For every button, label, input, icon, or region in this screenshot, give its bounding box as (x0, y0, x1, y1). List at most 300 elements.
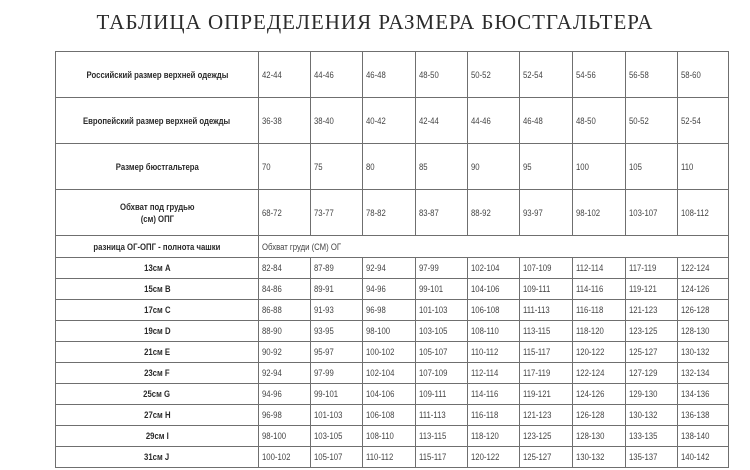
cell-value: 104-106 (471, 284, 500, 294)
table-row (56, 190, 729, 236)
cup-header-label (56, 236, 259, 258)
table-cell (311, 342, 363, 363)
row-label-text: разница ОГ-ОПГ - полнота чашки (93, 241, 221, 252)
cell-value: 132-134 (681, 368, 710, 378)
table-cell (311, 363, 363, 384)
row-label-text: 13см А (143, 263, 171, 273)
table-cell (468, 300, 520, 321)
table-cell (520, 405, 573, 426)
cell-value: 54-56 (576, 69, 596, 80)
table-cell (416, 258, 468, 279)
table-cell (363, 342, 416, 363)
cell-value: 104-106 (366, 389, 395, 399)
cell-value: 130-132 (629, 410, 658, 420)
table-cell (311, 52, 363, 98)
cell-value: 92-94 (262, 368, 282, 378)
cell-value: 110-112 (366, 452, 394, 462)
cell-value: 105 (629, 161, 642, 172)
table-cell (520, 52, 573, 98)
table-cell (573, 300, 626, 321)
table-cell (678, 300, 729, 321)
cell-value: 91-93 (314, 305, 334, 315)
page-title: ТАБЛИЦА ОПРЕДЕЛЕНИЯ РАЗМЕРА БЮСТГАЛЬТЕРА (96, 10, 654, 34)
table-cell (363, 321, 416, 342)
cell-value: 133-135 (629, 431, 658, 441)
cell-value: 98-100 (366, 326, 391, 336)
table-cell (259, 363, 311, 384)
cup-label (56, 363, 259, 384)
bust-girth-note (259, 236, 729, 258)
table-cell (626, 384, 678, 405)
table-cell (416, 300, 468, 321)
table-cell (573, 426, 626, 447)
table-cell (468, 405, 520, 426)
cell-value: 105-107 (419, 347, 448, 357)
cell-value: 85 (419, 161, 428, 172)
cell-value: 108-110 (366, 431, 394, 441)
cell-value: 117-119 (629, 263, 657, 273)
cup-label (56, 279, 259, 300)
cell-value: 96-98 (366, 305, 386, 315)
table-cell (259, 300, 311, 321)
table-cell (678, 52, 729, 98)
table-cell (626, 258, 678, 279)
table-cell (520, 384, 573, 405)
table-cell (573, 321, 626, 342)
cell-value: 129-130 (629, 389, 658, 399)
table-cell (678, 405, 729, 426)
cell-value: 93-97 (523, 207, 543, 218)
table-cell (573, 342, 626, 363)
cell-value: 107-109 (523, 263, 552, 273)
table-cell (311, 258, 363, 279)
table-cell (678, 144, 729, 190)
table-cell (468, 426, 520, 447)
cell-value: 94-96 (262, 389, 282, 399)
cell-value: 114-116 (576, 284, 604, 294)
row-label-text: Российский размер верхней одежды (86, 69, 228, 80)
row-label-text: 25см G (143, 389, 171, 399)
table-cell (311, 144, 363, 190)
table-cell (626, 52, 678, 98)
table-cell (626, 426, 678, 447)
row-label-text: Размер бюстгальтера (115, 161, 199, 172)
row-label-text: 31см J (144, 452, 170, 462)
table-cell (363, 405, 416, 426)
cell-value: 46-48 (523, 115, 543, 126)
cup-label (56, 321, 259, 342)
table-cell (259, 279, 311, 300)
table-cell (573, 279, 626, 300)
table-cell (259, 144, 311, 190)
cell-value: 112-114 (471, 368, 499, 378)
table-cell (363, 279, 416, 300)
table-row (56, 258, 729, 279)
table-cell (259, 447, 311, 468)
table-cell (416, 52, 468, 98)
cell-value: 94-96 (366, 284, 386, 294)
cup-label (56, 342, 259, 363)
table-cell (678, 426, 729, 447)
table-cell (520, 279, 573, 300)
table-cell (259, 321, 311, 342)
table-cell (468, 279, 520, 300)
table-cell (311, 190, 363, 236)
cell-value: 115-117 (523, 347, 551, 357)
table-row (56, 144, 729, 190)
row-label-text: 29см I (145, 431, 169, 441)
cell-value: 88-92 (471, 207, 491, 218)
table-cell (520, 190, 573, 236)
table-cell (311, 279, 363, 300)
cell-value: 88-90 (262, 326, 282, 336)
cup-header-row (56, 236, 729, 258)
table-cell (626, 321, 678, 342)
cell-value: 121-123 (523, 410, 552, 420)
cell-value: 44-46 (314, 69, 334, 80)
table-cell (626, 98, 678, 144)
cell-value: 96-98 (262, 410, 282, 420)
cell-value: 113-115 (523, 326, 551, 336)
cup-label (56, 426, 259, 447)
table-cell (311, 447, 363, 468)
cell-value: 90 (471, 161, 480, 172)
table-row (56, 279, 729, 300)
table-cell (520, 258, 573, 279)
table-cell (416, 321, 468, 342)
table-row (56, 342, 729, 363)
table-cell (520, 300, 573, 321)
cell-value: 50-52 (629, 115, 649, 126)
row-label-text: 19см D (143, 326, 171, 336)
table-row (56, 98, 729, 144)
row-label-text: Европейский размер верхней одежды (83, 115, 231, 126)
table-cell (311, 426, 363, 447)
table-cell (363, 300, 416, 321)
table-cell (520, 363, 573, 384)
cell-value: 122-124 (576, 368, 605, 378)
table-cell (259, 190, 311, 236)
cell-value: 120-122 (471, 452, 500, 462)
cell-value: 124-126 (576, 389, 605, 399)
cell-value: 125-127 (523, 452, 552, 462)
cell-value: 128-130 (576, 431, 605, 441)
cell-value: 136-138 (681, 410, 710, 420)
table-row (56, 447, 729, 468)
table-row (56, 363, 729, 384)
table-cell (626, 190, 678, 236)
row-label-text: 27см H (143, 410, 171, 420)
cell-value: 52-54 (523, 69, 543, 80)
table-cell (573, 52, 626, 98)
cell-value: 50-52 (471, 69, 491, 80)
cell-value: 100 (576, 161, 589, 172)
cell-value: 127-129 (629, 368, 658, 378)
cell-value: 75 (314, 161, 323, 172)
cup-label (56, 300, 259, 321)
table-cell (468, 342, 520, 363)
cell-value: 111-113 (419, 410, 446, 420)
cell-value: 119-121 (629, 284, 657, 294)
cell-value: 99-101 (314, 389, 339, 399)
table-cell (468, 363, 520, 384)
cell-value: 83-87 (419, 207, 439, 218)
row-label-text: Обхват под грудью (119, 201, 195, 212)
table-cell (678, 98, 729, 144)
table-cell (311, 300, 363, 321)
cell-value: 135-137 (629, 452, 658, 462)
cell-value: 82-84 (262, 263, 282, 273)
cell-value: 116-118 (576, 305, 604, 315)
table-cell (416, 405, 468, 426)
table-cell (626, 447, 678, 468)
bust-girth-note-text: Обхват груди (СМ) ОГ (262, 241, 342, 252)
cell-value: 52-54 (681, 115, 701, 126)
cell-value: 124-126 (681, 284, 710, 294)
cell-value: 102-104 (366, 368, 395, 378)
cell-value: 97-99 (314, 368, 334, 378)
row-label-text: 23см F (144, 368, 170, 378)
row-label-text: 21см E (144, 347, 170, 357)
cell-value: 102-104 (471, 263, 500, 273)
table-cell (520, 447, 573, 468)
cell-value: 73-77 (314, 207, 334, 218)
table-row (56, 426, 729, 447)
table-cell (678, 447, 729, 468)
cell-value: 95-97 (314, 347, 334, 357)
table-cell (573, 405, 626, 426)
table-cell (363, 447, 416, 468)
table-cell (363, 98, 416, 144)
table-cell (520, 321, 573, 342)
table-cell (259, 342, 311, 363)
table-cell (259, 258, 311, 279)
cell-value: 48-50 (419, 69, 439, 80)
cell-value: 114-116 (471, 389, 499, 399)
table-cell (416, 190, 468, 236)
cell-value: 87-89 (314, 263, 334, 273)
cell-value: 110-112 (471, 347, 499, 357)
cell-value: 68-72 (262, 207, 282, 218)
table-cell (416, 363, 468, 384)
cell-value: 89-91 (314, 284, 334, 294)
cell-value: 125-127 (629, 347, 658, 357)
table-cell (520, 98, 573, 144)
cell-value: 38-40 (314, 115, 334, 126)
cell-value: 116-118 (471, 410, 499, 420)
table-cell (416, 144, 468, 190)
table-cell (416, 98, 468, 144)
cell-value: 115-117 (419, 452, 447, 462)
table-cell (259, 98, 311, 144)
table-cell (416, 384, 468, 405)
table-row (56, 321, 729, 342)
table-cell (573, 98, 626, 144)
cell-value: 70 (262, 161, 271, 172)
cell-value: 112-114 (576, 263, 604, 273)
cell-value: 130-132 (681, 347, 710, 357)
cell-value: 138-140 (681, 431, 710, 441)
cup-label (56, 384, 259, 405)
table-cell (573, 144, 626, 190)
cell-value: 100-102 (262, 452, 291, 462)
row-label-text: 15см В (143, 284, 171, 294)
table-cell (416, 426, 468, 447)
table-cell (678, 190, 729, 236)
cell-value: 92-94 (366, 263, 386, 273)
row-label (56, 190, 259, 236)
cell-value: 103-105 (419, 326, 448, 336)
cell-value: 95 (523, 161, 532, 172)
table-cell (520, 342, 573, 363)
table-cell (626, 363, 678, 384)
cell-value: 126-128 (576, 410, 605, 420)
cell-value: 130-132 (576, 452, 605, 462)
cell-value: 107-109 (419, 368, 448, 378)
table-row (56, 52, 729, 98)
row-label-text: 17см С (143, 305, 171, 315)
cell-value: 42-44 (262, 69, 282, 80)
table-cell (311, 405, 363, 426)
table-cell (573, 447, 626, 468)
table-cell (626, 342, 678, 363)
table-row (56, 384, 729, 405)
cell-value: 117-119 (523, 368, 551, 378)
table-row (56, 300, 729, 321)
cell-value: 98-102 (576, 207, 601, 218)
table-cell (416, 279, 468, 300)
row-label (56, 144, 259, 190)
table-cell (416, 447, 468, 468)
table-cell (468, 321, 520, 342)
table-cell (363, 363, 416, 384)
bra-size-table (55, 51, 729, 468)
cell-value: 134-136 (681, 389, 710, 399)
cell-value: 106-108 (471, 305, 500, 315)
table-cell (259, 52, 311, 98)
cell-value: 120-122 (576, 347, 605, 357)
cell-value: 48-50 (576, 115, 596, 126)
table-cell (678, 279, 729, 300)
cell-value: 103-107 (629, 207, 658, 218)
cell-value: 119-121 (523, 389, 551, 399)
cell-value: 99-101 (419, 284, 444, 294)
row-label (56, 52, 259, 98)
table-cell (678, 321, 729, 342)
row-label-text: (см) ОПГ (140, 213, 174, 224)
table-cell (259, 405, 311, 426)
table-cell (573, 384, 626, 405)
cell-value: 44-46 (471, 115, 491, 126)
cell-value: 90-92 (262, 347, 282, 357)
cell-value: 118-120 (576, 326, 604, 336)
table-cell (626, 279, 678, 300)
table-cell (259, 426, 311, 447)
table-cell (626, 405, 678, 426)
cell-value: 121-123 (629, 305, 658, 315)
cell-value: 98-100 (262, 431, 287, 441)
table-cell (626, 300, 678, 321)
cell-value: 109-111 (523, 284, 551, 294)
table-cell (311, 384, 363, 405)
cell-value: 86-88 (262, 305, 282, 315)
cell-value: 106-108 (366, 410, 395, 420)
cell-value: 118-120 (471, 431, 499, 441)
table-cell (363, 190, 416, 236)
cup-label (56, 447, 259, 468)
cell-value: 40-42 (366, 115, 386, 126)
cell-value: 123-125 (523, 431, 552, 441)
cell-value: 108-110 (471, 326, 499, 336)
cell-value: 56-58 (629, 69, 649, 80)
table-cell (468, 98, 520, 144)
table-cell (573, 363, 626, 384)
cell-value: 128-130 (681, 326, 710, 336)
cell-value: 109-111 (419, 389, 447, 399)
cell-value: 122-124 (681, 263, 710, 273)
table-cell (363, 52, 416, 98)
table-cell (363, 144, 416, 190)
cell-value: 84-86 (262, 284, 282, 294)
table-cell (259, 384, 311, 405)
table-cell (311, 98, 363, 144)
table-row (56, 405, 729, 426)
table-cell (678, 384, 729, 405)
table-cell (520, 144, 573, 190)
cell-value: 42-44 (419, 115, 439, 126)
table-cell (468, 258, 520, 279)
table-cell (363, 384, 416, 405)
cup-label (56, 405, 259, 426)
cell-value: 140-142 (681, 452, 710, 462)
cell-value: 58-60 (681, 69, 701, 80)
table-cell (678, 363, 729, 384)
table-cell (468, 144, 520, 190)
cell-value: 78-82 (366, 207, 386, 218)
cell-value: 36-38 (262, 115, 282, 126)
table-cell (678, 258, 729, 279)
table-cell (520, 426, 573, 447)
table-cell (416, 342, 468, 363)
cell-value: 101-103 (314, 410, 343, 420)
cell-value: 80 (366, 161, 375, 172)
cell-value: 126-128 (681, 305, 710, 315)
table-cell (311, 321, 363, 342)
cell-value: 101-103 (419, 305, 448, 315)
cell-value: 93-95 (314, 326, 334, 336)
cell-value: 110 (681, 161, 694, 172)
cell-value: 113-115 (419, 431, 447, 441)
cell-value: 97-99 (419, 263, 439, 273)
table-cell (468, 384, 520, 405)
table-cell (468, 52, 520, 98)
cup-label (56, 258, 259, 279)
cell-value: 46-48 (366, 69, 386, 80)
table-cell (468, 190, 520, 236)
table-cell (678, 342, 729, 363)
table-cell (363, 426, 416, 447)
row-label (56, 98, 259, 144)
table-cell (573, 258, 626, 279)
cell-value: 103-105 (314, 431, 343, 441)
table-cell (363, 258, 416, 279)
cell-value: 111-113 (523, 305, 550, 315)
cell-value: 100-102 (366, 347, 395, 357)
table-cell (468, 447, 520, 468)
table-cell (573, 190, 626, 236)
table-cell (626, 144, 678, 190)
cell-value: 123-125 (629, 326, 658, 336)
